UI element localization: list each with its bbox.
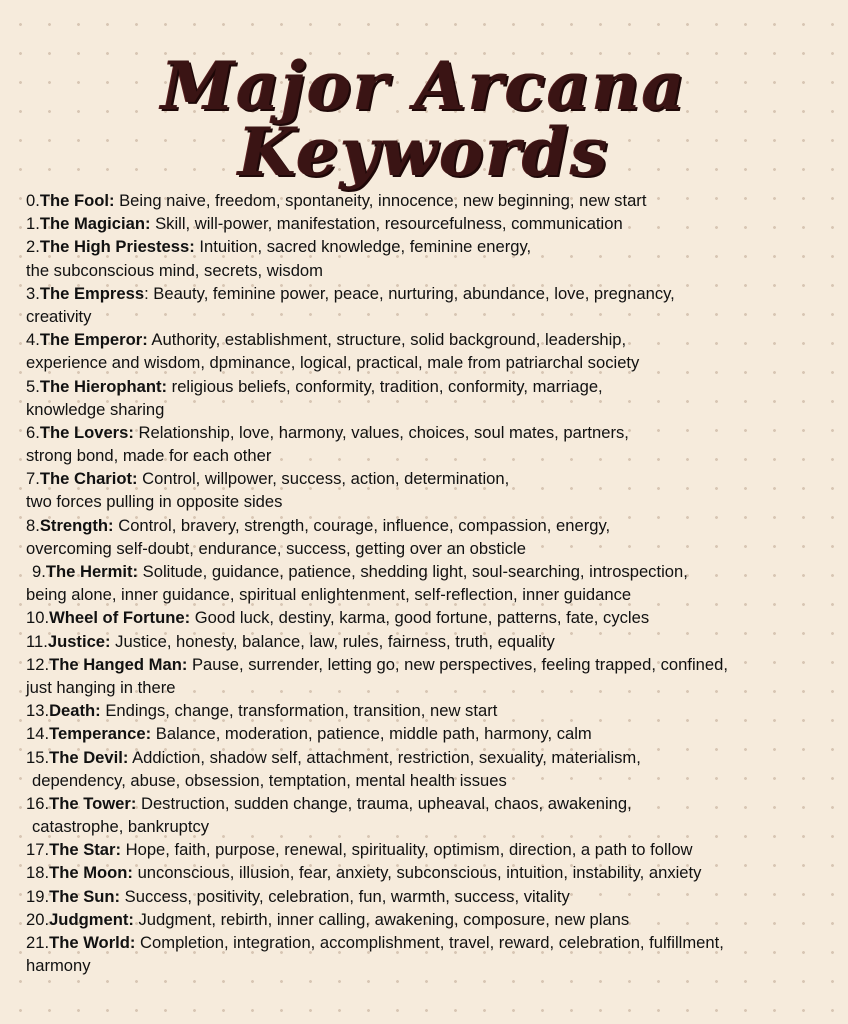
list-item bbox=[26, 838, 841, 861]
list-item bbox=[26, 189, 841, 212]
entry-keywords-continued: harmony bbox=[26, 956, 91, 976]
entry-card-name: The Moon: bbox=[49, 863, 133, 883]
entry-keywords-continued: strong bond, made for each other bbox=[26, 446, 272, 466]
entry-keywords: religious beliefs, conformity, tradition, conformity, marriage, bbox=[167, 376, 603, 396]
entry-card-name: The Hermit: bbox=[45, 562, 139, 581]
entry-number: 21. bbox=[26, 933, 50, 952]
entry-keywords-continued: overcoming self-doubt, endurance, success, getting over an obsticle bbox=[26, 538, 526, 558]
entry-number: 7. bbox=[26, 469, 40, 489]
list-item bbox=[26, 514, 841, 537]
entry-keywords-continued: two forces pulling in opposite sides bbox=[26, 492, 283, 512]
list-item bbox=[26, 282, 841, 305]
entry-keywords: Success, positivity, celebration, fun, warmth, success, vitality bbox=[120, 886, 570, 906]
entry-card-name: Justice: bbox=[47, 631, 111, 651]
list-item bbox=[26, 212, 841, 235]
entry-keywords: Authority, establishment, structure, solid background, leadership, bbox=[147, 330, 627, 350]
list-item bbox=[26, 885, 841, 908]
entry-number: 17. bbox=[26, 840, 50, 860]
entry-card-name: Temperance: bbox=[49, 724, 152, 744]
entry-keywords: Justice, honesty, balance, law, rules, fairness, truth, equality bbox=[110, 631, 555, 651]
entry-keywords-continued: knowledge sharing bbox=[26, 399, 165, 419]
entry-card-name: The Chariot: bbox=[39, 469, 138, 489]
entry-keywords: Completion, integration, accomplishment, travel, reward, celebration, fulfillment, bbox=[135, 933, 724, 952]
page-title bbox=[0, 47, 848, 192]
entry-number: 4. bbox=[26, 330, 40, 350]
list-item bbox=[26, 931, 841, 954]
entry-number: 10. bbox=[26, 608, 50, 628]
entry-card-name: The Empress bbox=[39, 283, 145, 303]
entry-number: 13. bbox=[26, 701, 50, 721]
entry-card-name: The Devil: bbox=[49, 747, 129, 767]
list-item bbox=[26, 861, 841, 884]
entry-number: 15. bbox=[26, 747, 50, 767]
entry-keywords: Endings, change, transformation, transition, new start bbox=[100, 701, 498, 721]
entry-keywords: Control, bravery, strength, courage, influence, compassion, energy, bbox=[113, 515, 611, 535]
entry-keywords: Addiction, shadow self, attachment, restriction, sexuality, materialism, bbox=[128, 747, 641, 767]
entry-keywords: unconscious, illusion, fear, anxiety, subconscious, intuition, instability, anxiety bbox=[132, 863, 702, 883]
list-item bbox=[26, 328, 841, 351]
entry-card-name: The Hanged Man: bbox=[49, 654, 188, 674]
entry-card-name: The Emperor: bbox=[39, 330, 148, 350]
list-item bbox=[26, 467, 841, 490]
entry-keywords: : Beauty, feminine power, peace, nurturing, abundance, love, pregnancy, bbox=[144, 283, 675, 303]
entry-keywords: Intuition, sacred knowledge, feminine energy, bbox=[194, 237, 532, 257]
entry-keywords-continued: catastrophe, bankruptcy bbox=[32, 817, 210, 837]
title-line-1: Major Arcana bbox=[161, 47, 687, 126]
entry-number: 19. bbox=[26, 886, 50, 906]
entry-number: 14. bbox=[26, 724, 50, 744]
entry-keywords-continued: just hanging in there bbox=[26, 677, 176, 697]
entry-number: 5. bbox=[26, 376, 40, 396]
list-item bbox=[26, 722, 841, 745]
entry-card-name: Judgment: bbox=[49, 909, 134, 929]
entry-keywords: Hope, faith, purpose, renewal, spirituality, optimism, direction, a path to follow bbox=[121, 840, 693, 860]
entry-keywords: Judgment, rebirth, inner calling, awakening, composure, new plans bbox=[133, 909, 630, 929]
entry-card-name: The Star: bbox=[49, 840, 121, 860]
title-line-2: Keywords bbox=[238, 113, 610, 192]
list-item bbox=[26, 606, 841, 629]
entry-card-name: The Sun: bbox=[49, 886, 121, 906]
entry-keywords: Being naive, freedom, spontaneity, innocence, new beginning, new start bbox=[114, 191, 647, 210]
entry-keywords: Skill, will-power, manifestation, resourcefulness, communication bbox=[150, 214, 623, 234]
entry-keywords-continued: experience and wisdom, dpminance, logical, practical, male from patriarchal society bbox=[26, 353, 640, 373]
entry-number: 6. bbox=[26, 422, 40, 442]
list-item bbox=[26, 908, 841, 931]
entry-number: 20. bbox=[26, 909, 50, 929]
entry-number: 8. bbox=[26, 515, 40, 535]
entry-card-name: The High Priestess: bbox=[39, 237, 195, 257]
list-item bbox=[26, 375, 841, 398]
entry-keywords: Relationship, love, harmony, values, choices, soul mates, partners, bbox=[133, 422, 629, 442]
list-item bbox=[26, 630, 841, 653]
entry-card-name: Death: bbox=[49, 701, 101, 721]
entry-keywords: Pause, surrender, letting go, new perspectives, feeling trapped, confined, bbox=[187, 654, 728, 674]
keyword-list bbox=[26, 189, 841, 977]
list-item bbox=[26, 746, 841, 769]
entry-number: 1. bbox=[26, 214, 40, 234]
entry-number: 18. bbox=[26, 863, 50, 883]
entry-keywords: Destruction, sudden change, trauma, upheaval, chaos, awakening, bbox=[136, 793, 632, 813]
list-item bbox=[26, 560, 841, 583]
entry-number: 12. bbox=[26, 654, 50, 674]
entry-card-name: Wheel of Fortune: bbox=[49, 608, 191, 628]
entry-card-name: The Magician: bbox=[39, 214, 151, 234]
list-item bbox=[26, 421, 841, 444]
entry-number: 2. bbox=[26, 237, 40, 257]
entry-number: 11. bbox=[26, 631, 48, 651]
entry-card-name: The World: bbox=[49, 933, 136, 952]
entry-keywords: Good luck, destiny, karma, good fortune, patterns, fate, cycles bbox=[190, 608, 650, 628]
list-item bbox=[26, 235, 841, 258]
entry-keywords-continued: creativity bbox=[26, 306, 92, 326]
list-item bbox=[26, 699, 841, 722]
entry-keywords: Control, willpower, success, action, determination, bbox=[137, 469, 510, 489]
entry-number: 3. bbox=[26, 283, 40, 303]
entry-keywords-continued: dependency, abuse, obsession, temptation, mental health issues bbox=[32, 770, 507, 790]
entry-card-name: The Fool: bbox=[39, 191, 115, 210]
list-item bbox=[26, 792, 841, 815]
entry-number: 16. bbox=[26, 793, 50, 813]
entry-keywords: Balance, moderation, patience, middle path, harmony, calm bbox=[151, 724, 592, 744]
entry-card-name: The Tower: bbox=[49, 793, 137, 813]
entry-number: 9. bbox=[32, 562, 46, 581]
entry-keywords-continued: being alone, inner guidance, spiritual enlightenment, self-reflection, inner guidance bbox=[26, 585, 632, 605]
entry-card-name: The Hierophant: bbox=[39, 376, 168, 396]
entry-keywords-continued: the subconscious mind, secrets, wisdom bbox=[26, 260, 323, 280]
entry-keywords: Solitude, guidance, patience, shedding light, soul-searching, introspection, bbox=[138, 562, 688, 581]
entry-card-name: The Lovers: bbox=[39, 422, 134, 442]
list-item bbox=[26, 653, 841, 676]
entry-card-name: Strength: bbox=[39, 515, 114, 535]
entry-number: 0. bbox=[26, 191, 40, 210]
